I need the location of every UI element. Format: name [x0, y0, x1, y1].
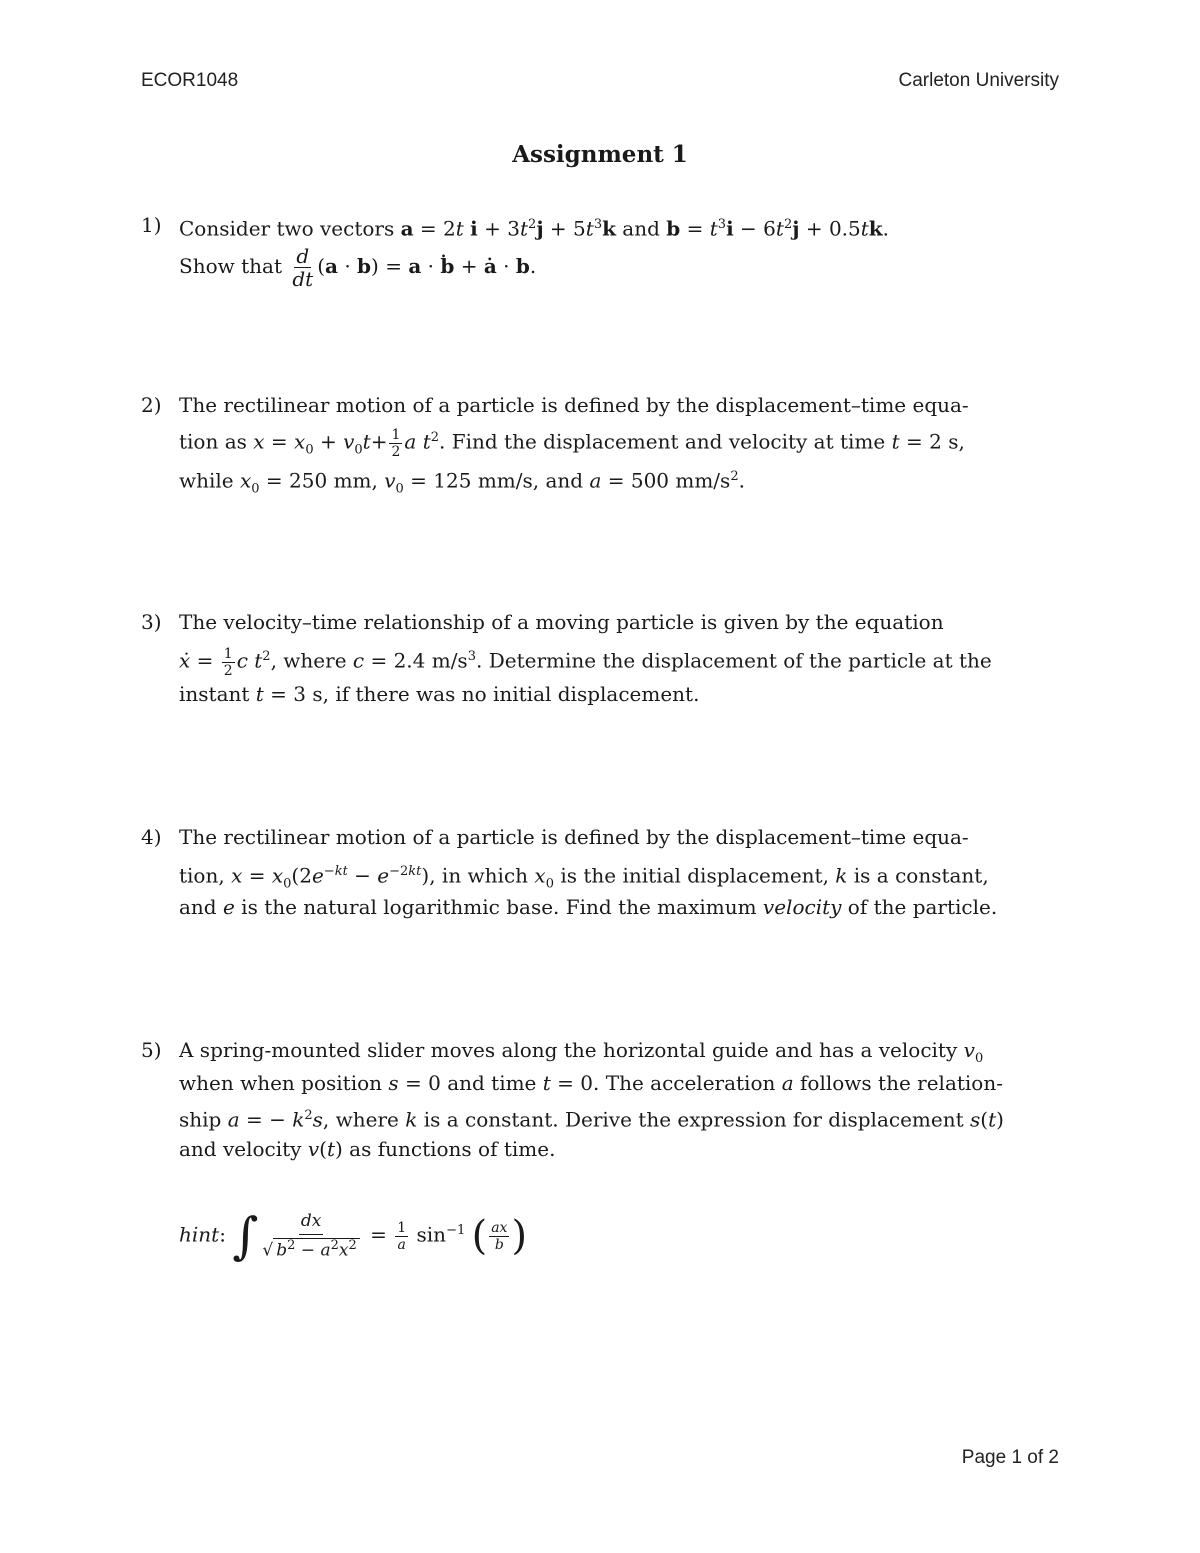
question-1-line-2: Show that $\frac{d}{dt}$ (a · b) = a · ḃ + ȧ · b. [179, 244, 537, 291]
question-3-line-1: The velocity–time relationship of a moving particle is given by the equation [179, 610, 944, 634]
question-2-line-2: tion as $x = x_0 + v_0t+$ $\frac{1}{2}$ a $t^2$. Find the displacement and velocity at time t = 2 s, [179, 426, 965, 460]
question-1-line-1: Consider two vectors a = 2t $i + 3t^2j + 5t^3k$ and $b = t^3i - 6t^2j + 0.5tk$. [179, 216, 890, 241]
question-5-line-4: and velocity v(t) as functions of time. [179, 1137, 556, 1161]
question-number: 1) [141, 213, 162, 237]
question-4 [141, 820, 1071, 930]
question-number: 5) [141, 1038, 162, 1062]
question-1 [141, 208, 1071, 298]
question-number: 4) [141, 825, 162, 849]
question-5-line-2: when when position s = 0 and time t = 0. The acceleration a follows the relation- [179, 1071, 1003, 1095]
hint-formula: hint: ∫ $\frac{dx}{√ b^2 - a^2x^2}$ = $\frac{1}{a}$ $\sin^{-1}$ ( $\frac{ax}{b}$ ) [179, 1207, 528, 1266]
question-5-line-1: A spring-mounted slider moves along the horizontal guide and has a velocity $v_0$ [179, 1038, 984, 1066]
question-number: 2) [141, 393, 162, 417]
question-2-line-1: The rectilinear motion of a particle is defined by the displacement–time equa- [179, 393, 969, 417]
institution-name: Carleton University [898, 70, 1059, 91]
question-3-line-3: instant t = 3 s, if there was no initial displacement. [179, 682, 700, 706]
question-4-line-3: and e is the natural logarithmic base. Find the maximum velocity of the particle. [179, 895, 998, 919]
question-number: 3) [141, 610, 162, 634]
question-3-line-2: ẋ = $\frac{1}{2}$ c $t^2$, where c = 2.4 $m/s^3$. Determine the displacement of the particle at the [179, 645, 992, 679]
course-code: ECOR1048 [141, 70, 239, 91]
page-title: Assignment 1 [512, 141, 688, 168]
question-5 [141, 1033, 1071, 1273]
question-2-line-3: while $x_0 = 250$ mm, $v_0 = 125$ mm/s, and a = 500 $mm/s^2$. [179, 468, 745, 497]
question-2 [141, 388, 1071, 498]
page-number: Page 1 of 2 [961, 1447, 1059, 1468]
question-5-line-3: ship a = − $k^2s$, where k is a constant. Derive the expression for displacement s(t) [179, 1107, 1004, 1132]
question-4-line-1: The rectilinear motion of a particle is defined by the displacement–time equa- [179, 825, 969, 849]
question-4-line-2: tion, $x = x_0(2e^{-kt} - e^{-2kt})$, in which $x_0$ is the initial displacement, k is a constant, [179, 863, 989, 892]
question-3 [141, 605, 1071, 715]
